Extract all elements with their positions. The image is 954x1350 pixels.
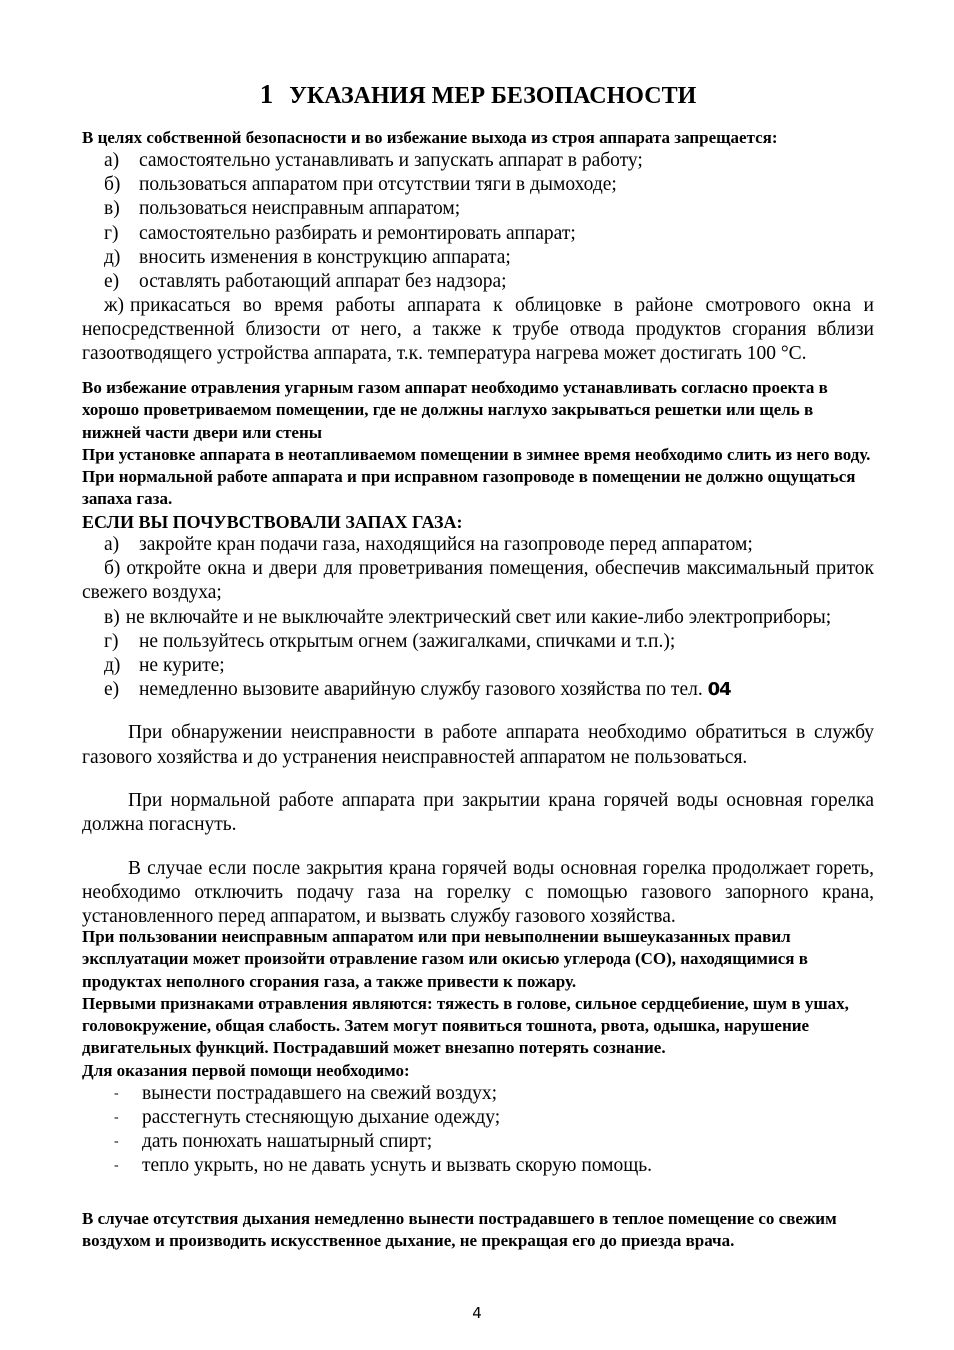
list-item: - тепло укрыть, но не давать уснуть и вызвать скорую помощь.	[114, 1155, 653, 1177]
final-section	[82, 1208, 874, 1253]
first-aid-heading: Для оказания первой помощи необходимо:	[82, 1060, 410, 1080]
emergency-phone: 04	[707, 678, 731, 700]
list-item: а) самостоятельно устанавливать и запускать аппарат в работу;	[104, 150, 643, 172]
section-title	[82, 78, 874, 112]
list-item: - расстегнуть стесняющую дыхание одежду;	[114, 1107, 501, 1129]
prohibited-heading: В целях собственной безопасности и во избежание выхода из строя аппарата запрещается:	[82, 128, 778, 147]
list-item: г) не пользуйтесь открытым огнем (зажигалками, спичками и т.п.);	[104, 630, 676, 652]
list-item: г) самостоятельно разбирать и ремонтировать аппарат;	[104, 222, 576, 244]
gas-section	[82, 377, 874, 949]
section-number: 1	[259, 79, 274, 109]
note-gas-smell: При нормальной работе аппарата и при исправном газопроводе в помещении не должно ощущаться запаха газа.	[82, 467, 856, 509]
paragraph: При обнаружении неисправности в работе аппарата необходимо обратиться в службу газового хозяйства и до устранения неисправностей аппаратом не пользоваться.	[82, 722, 874, 768]
gas-smell-heading: ЕСЛИ ВЫ ПОЧУВСТВОВАЛИ ЗАПАХ ГАЗА:	[82, 511, 463, 532]
warning-symptoms: Первыми признаками отравления являются: тяжесть в голове, сильное сердцебиение, шум в ушах, головокружение, общая слабость. Затем могут появиться тошнота, рвота, одышка, нарушение двигательных функций. Пострадавший может внезапно потерять сознание.	[82, 993, 849, 1058]
list-item: б) пользоваться аппаратом при отсутствии тяги в дымоходе;	[104, 174, 617, 196]
list-item: - дать понюхать нашатырный спирт;	[114, 1131, 433, 1153]
note-winter: При установке аппарата в неотапливаемом помещении в зимнее время необходимо слить из него воду.	[82, 444, 871, 464]
list-item: в) пользоваться неисправным аппаратом;	[104, 198, 461, 220]
list-item: - вынести пострадавшего на свежий воздух;	[114, 1083, 498, 1105]
list-item-wrapped: ж) прикасаться во время работы аппарата к облицовке в районе смотрового окна и непосредственной близости от него, а также к трубе отвода продуктов сгорания вблизи газоотводящего устройства аппарата, т.к. температура нагрева может достигать 100 °С.	[82, 294, 874, 365]
page-number: 4	[472, 1304, 482, 1322]
list-item: д) не курите;	[104, 654, 225, 676]
paragraph: При нормальной работе аппарата при закрытии крана горячей воды основная горелка должна погаснуть.	[82, 790, 874, 836]
final-note: В случае отсутствия дыхания немедленно вынести пострадавшего в теплое помещение со свежим воздухом и производить искусственное дыхание, не прекращая его до приезда врача.	[82, 1209, 837, 1251]
list-item: д) вносить изменения в конструкцию аппарата;	[104, 246, 511, 268]
list-item: е) немедленно вызовите аварийную службу газового хозяйства по тел. 04	[104, 678, 731, 700]
prohibited-section	[82, 127, 874, 366]
list-item: е) оставлять работающий аппарат без надзора;	[104, 270, 507, 292]
list-item: а) закройте кран подачи газа, находящийся на газопроводе перед аппаратом;	[104, 534, 753, 556]
warning-malfunction: При пользовании неисправным аппаратом или при невыполнении вышеуказанных правил эксплуатации может произойти отравление газом или окисью углерода (СО), находящимися в продуктах неполного сгорания газа, а также привести к пожару.	[82, 927, 808, 991]
list-item-wrapped: в) не включайте и не выключайте электрический свет или какие-либо электроприборы;	[104, 606, 832, 628]
poisoning-section	[82, 926, 874, 1178]
list-item-wrapped: б) откройте окна и двери для проветривания помещения, обеспечив максимальный приток свежего воздуха;	[82, 558, 874, 604]
section-title-text: УКАЗАНИЯ МЕР БЕЗОПАСНОСТИ	[289, 83, 697, 109]
paragraph: В случае если после закрытия крана горячей воды основная горелка продолжает гореть, необходимо отключить подачу газа на горелку с помощью газового запорного крана, установленного перед аппаратом, и вызвать службу газового хозяйства.	[82, 857, 874, 927]
note-ventilation: Во избежание отравления угарным газом аппарат необходимо устанавливать согласно проекта в хорошо проветриваемом помещении, где не должны наглухо закрываться решетки или щель в нижней части двери или стены	[82, 378, 828, 442]
